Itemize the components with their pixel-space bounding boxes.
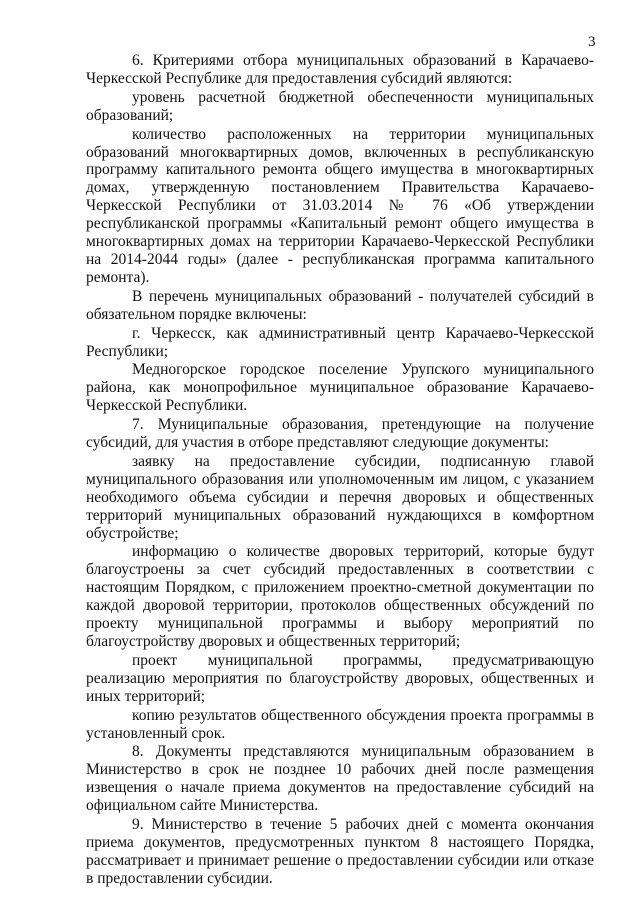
paragraph: 9. Министерство в течение 5 рабочих дней с момента окончания приема документов, предусмотренных пунктом 8 настоящего Порядка, рассматривает и принимает решение о предоставлении субсидии или отказе в предоставлении субсидии. [86,816,594,887]
paragraph: 8. Документы представляются муниципальным образованием в Министерство в срок не позднее 10 рабочих дней после размещения извещения о начале приема документов на предоставление субсидий на официальном сайте Министерства. [86,743,594,815]
paragraph: информацию о количестве дворовых территорий, которые будут благоустроены за счет субсидий предоставленных в соответствии с настоящим Порядком, с приложением проектно-сметной документации по каждой дворовой территории, протоколов общественных обсуждений по проекту муниципальной программы и выбору мероприятий по благоустройству дворовых и общественных территорий; [86,543,594,650]
page-number: 3 [588,34,596,50]
paragraph: проект муниципальной программы, предусматривающую реализацию мероприятия по благоустройству дворовых, общественных и иных территорий; [86,651,594,705]
paragraph: 7. Муниципальные образования, претендующие на получение субсидий, для участия в отборе представляют следующие документы: [86,416,594,452]
paragraph: количество расположенных на территории муниципальных образований многоквартирных домов, включенных в республиканскую программу капитального ремонта общего имущества в многоквартирных домах, утвержденную постановлением Правительства Карачаево-Черкесской Республики от 31.03.2014 № 76 «Об утверждении республиканской программы «Капитальный ремонт общего имущества в многоквартирных домах на территории Карачаево-Черкесской Республики на 2014-2044 годы» (далее - республиканская программа капитального ремонта). [86,125,594,286]
paragraph: уровень расчетной бюджетной обеспеченности муниципальных образований; [86,88,594,124]
paragraph: копию результатов общественного обсуждения проекта программы в установленный срок. [86,706,594,742]
paragraph: г. Черкесск, как административный центр Карачаево-Черкесской Республики; [86,324,594,360]
paragraph: Медногорское городское поселение Урупского муниципального района, как монопрофильное муниципальное образование Карачаево-Черкесской Республики. [86,361,594,415]
paragraph: заявку на предоставление субсидии, подписанную главой муниципального образования или уполномоченным им лицом, с указанием необходимого объема субсидии и перечня дворовых и общественных территорий муниципальных образований нуждающихся в комфортном обустройстве; [86,452,594,542]
paragraph: В перечень муниципальных образований - получателей субсидий в обязательном порядке включены: [86,287,594,323]
body-text [86,52,594,889]
paragraph: 6. Критериями отбора муниципальных образований в Карачаево-Черкесской Республике для предоставления субсидий являются: [86,52,594,87]
